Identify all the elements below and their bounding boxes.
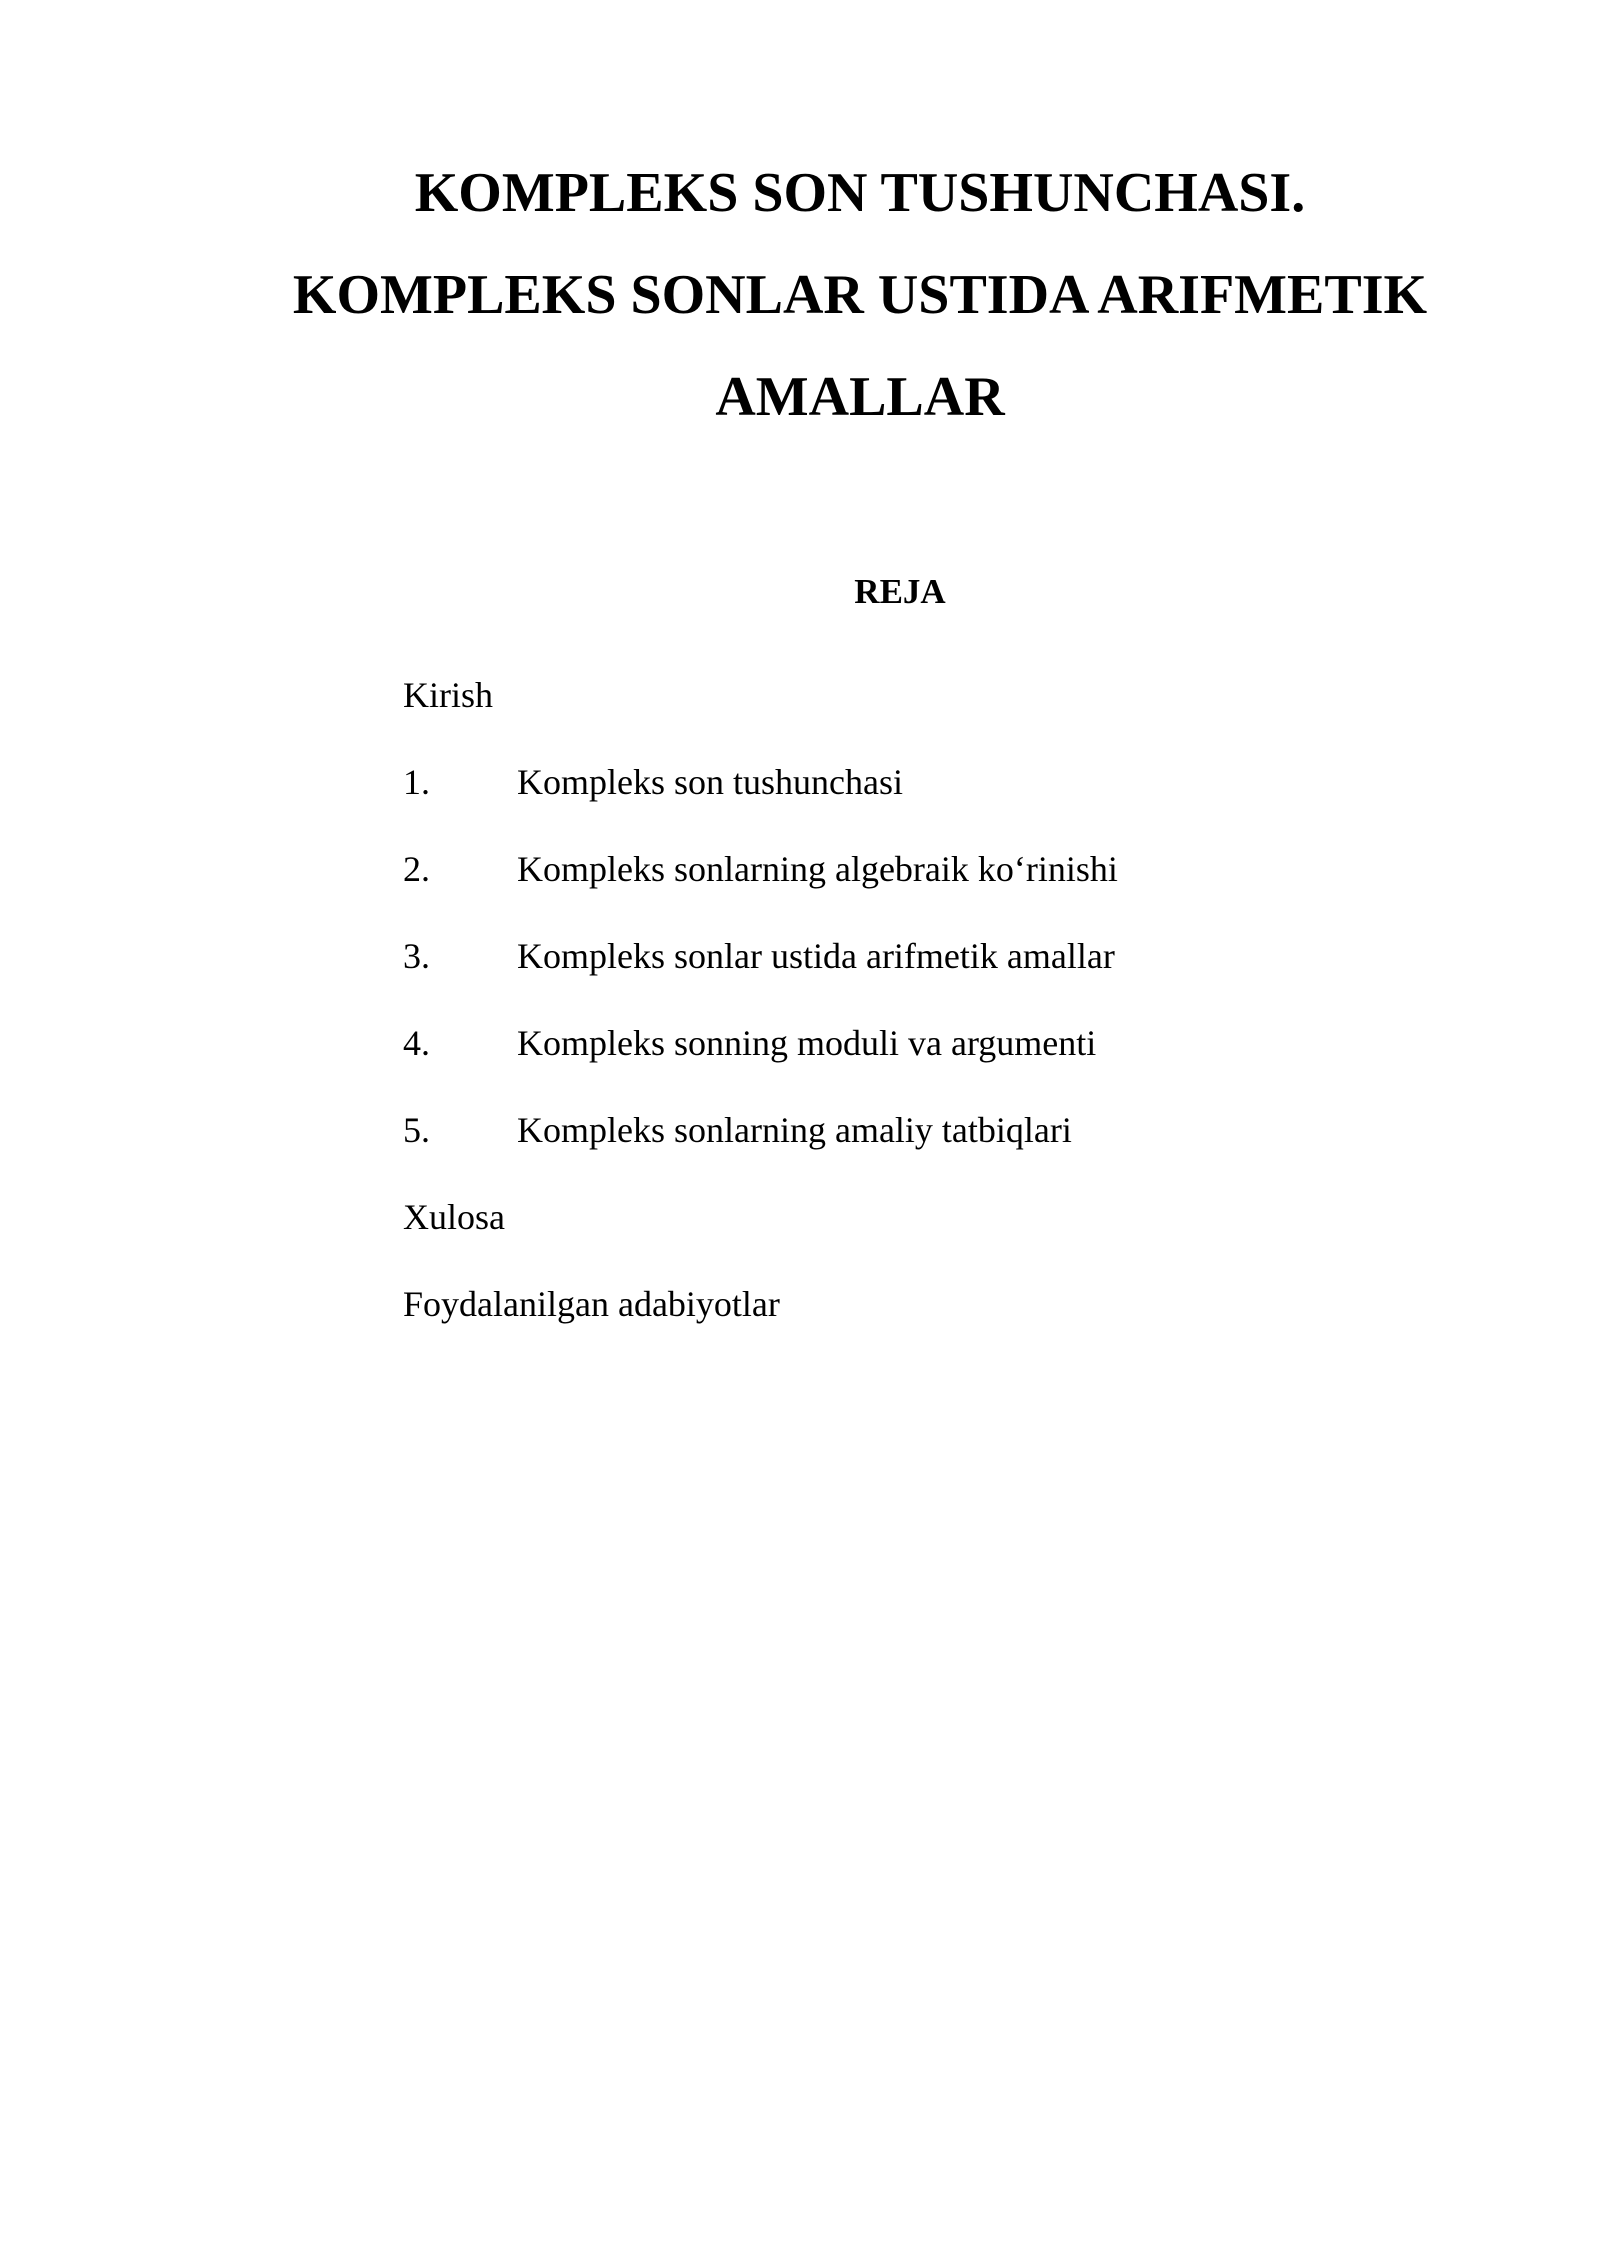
toc-item-5 <box>403 1087 1118 1174</box>
toc-item-number: 5. <box>403 1110 430 1150</box>
toc-references <box>403 1261 1118 1348</box>
document-title <box>200 142 1520 448</box>
toc-item-2 <box>403 826 1118 913</box>
table-of-contents <box>403 652 1118 1348</box>
toc-references-label: Foydalanilgan adabiyotlar <box>403 1284 780 1324</box>
toc-item-number: 2. <box>403 849 430 889</box>
toc-item-number: 4. <box>403 1023 430 1063</box>
toc-item-text: Kompleks sonning moduli va argumenti <box>517 1023 1097 1063</box>
title-line-2: KOMPLEKS SONLAR USTIDA ARIFMETIK <box>292 264 1428 326</box>
toc-intro-label: Kirish <box>403 675 493 715</box>
title-line-3: AMALLAR <box>715 366 1005 428</box>
toc-item-1 <box>403 739 1118 826</box>
title-line-1: KOMPLEKS SON TUSHUNCHASI. <box>414 162 1306 224</box>
toc-intro <box>403 652 1118 739</box>
toc-item-4 <box>403 1000 1118 1087</box>
toc-item-number: 3. <box>403 936 430 976</box>
toc-item-text: Kompleks sonlarning algebraik ko‘rinishi <box>517 849 1118 889</box>
plan-heading: REJA <box>854 572 946 611</box>
toc-item-3 <box>403 913 1118 1000</box>
toc-item-text: Kompleks son tushunchasi <box>517 762 903 802</box>
toc-conclusion-label: Xulosa <box>403 1197 505 1237</box>
toc-item-number: 1. <box>403 762 430 802</box>
toc-item-text: Kompleks sonlar ustida arifmetik amallar <box>517 936 1115 976</box>
toc-item-text: Kompleks sonlarning amaliy tatbiqlari <box>517 1110 1072 1150</box>
toc-conclusion <box>403 1174 1118 1261</box>
